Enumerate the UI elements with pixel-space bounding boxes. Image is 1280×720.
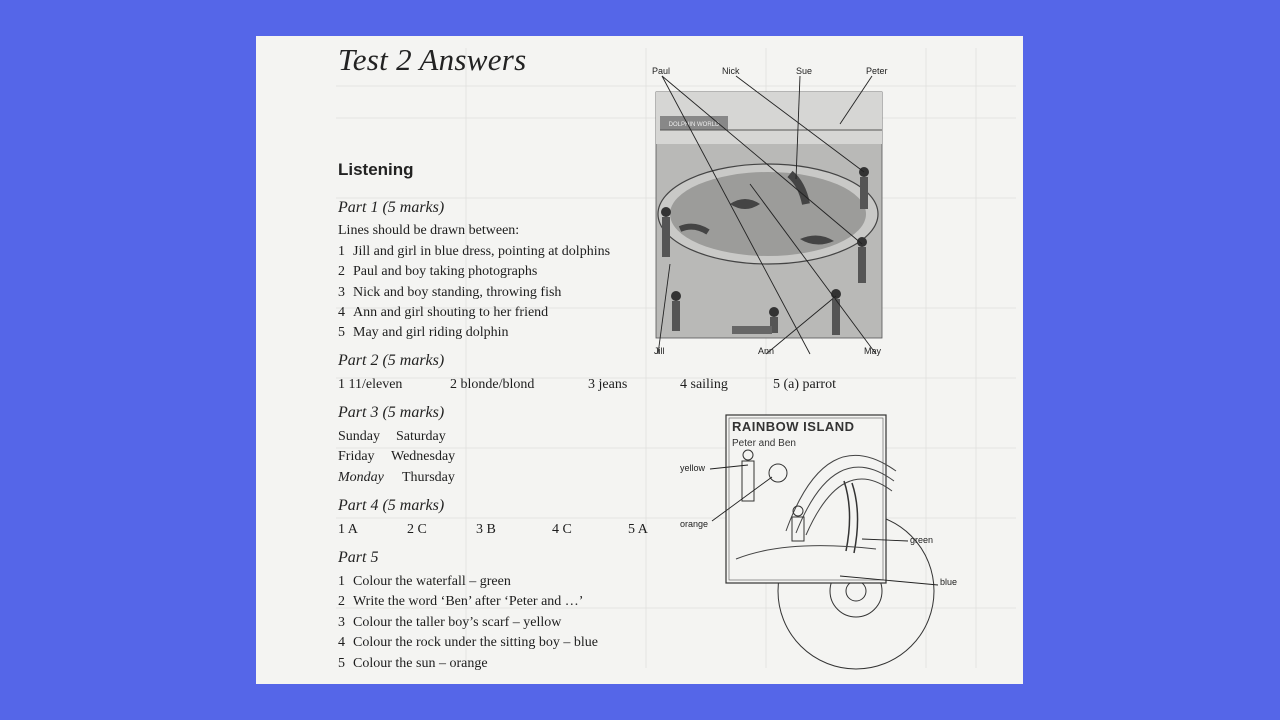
part3-day: Thursday (402, 470, 455, 485)
page-title: Test 2 Answers (338, 42, 527, 77)
part2-answer: 5 (a) parrot (773, 377, 836, 392)
answer-sheet (256, 36, 1023, 684)
colour-label: yellow (680, 463, 706, 473)
part2-answer: 2 blonde/blond (450, 377, 535, 392)
dolphin-pool-illustration (650, 64, 910, 364)
part3-day: Saturday (396, 429, 446, 444)
name-label: Ann (758, 346, 775, 356)
part2-heading: Part 2 (5 marks) (338, 352, 445, 369)
part4-answer: 3 B (476, 522, 496, 537)
part1-intro: Lines should be drawn between: (338, 223, 520, 238)
part3-heading: Part 3 (5 marks) (338, 404, 445, 421)
part4-heading: Part 4 (5 marks) (338, 497, 445, 514)
list-item: 1 Colour the waterfall – green (338, 574, 511, 589)
section-heading: Listening (338, 160, 414, 179)
part4-answer: 5 A (628, 522, 648, 537)
name-label: Paul (652, 66, 671, 76)
colour-label: blue (940, 577, 958, 587)
list-item: 4 Colour the rock under the sitting boy – blue (338, 635, 598, 650)
part2-answer: 4 sailing (680, 377, 728, 392)
pool-scene (650, 64, 910, 364)
colour-label: orange (680, 519, 709, 529)
book-subtitle: Peter and Ben (732, 438, 796, 449)
name-label: Peter (866, 66, 888, 76)
part4-answer: 4 C (552, 522, 572, 537)
list-item: 3 Colour the taller boy’s scarf – yellow (338, 615, 562, 630)
part3-day: Monday (338, 470, 384, 485)
rainbow-island-illustration (676, 411, 976, 671)
part5-heading: Part 5 (338, 549, 379, 566)
name-label: May (864, 346, 882, 356)
part2-answer: 3 jeans (588, 377, 628, 392)
part2-answer: 1 11/eleven (338, 377, 403, 392)
name-label: Sue (796, 66, 813, 76)
list-item: 5 Colour the sun – orange (338, 656, 488, 671)
part3-day: Sunday (338, 429, 380, 444)
part4-answer: 1 A (338, 522, 358, 537)
book-title: RAINBOW ISLAND (732, 419, 855, 434)
list-item: 1 Jill and girl in blue dress, pointing at dolphins (338, 244, 611, 259)
name-label: Jill (654, 346, 665, 356)
colour-label: green (910, 535, 934, 545)
list-item: 2 Write the word ‘Ben’ after ‘Peter and …’ (338, 594, 584, 609)
name-label: Nick (722, 66, 740, 76)
sign-text: DOLPHIN WORLD (668, 122, 720, 128)
list-item: 3 Nick and boy standing, throwing fish (338, 285, 562, 300)
list-item: 2 Paul and boy taking photographs (338, 264, 538, 279)
list-item: 4 Ann and girl shouting to her friend (338, 305, 549, 320)
part1-heading: Part 1 (5 marks) (338, 199, 445, 216)
list-item: 5 May and girl riding dolphin (338, 325, 509, 340)
part3-day: Wednesday (391, 449, 456, 464)
part4-answer: 2 C (407, 522, 427, 537)
part3-day: Friday (338, 449, 375, 464)
